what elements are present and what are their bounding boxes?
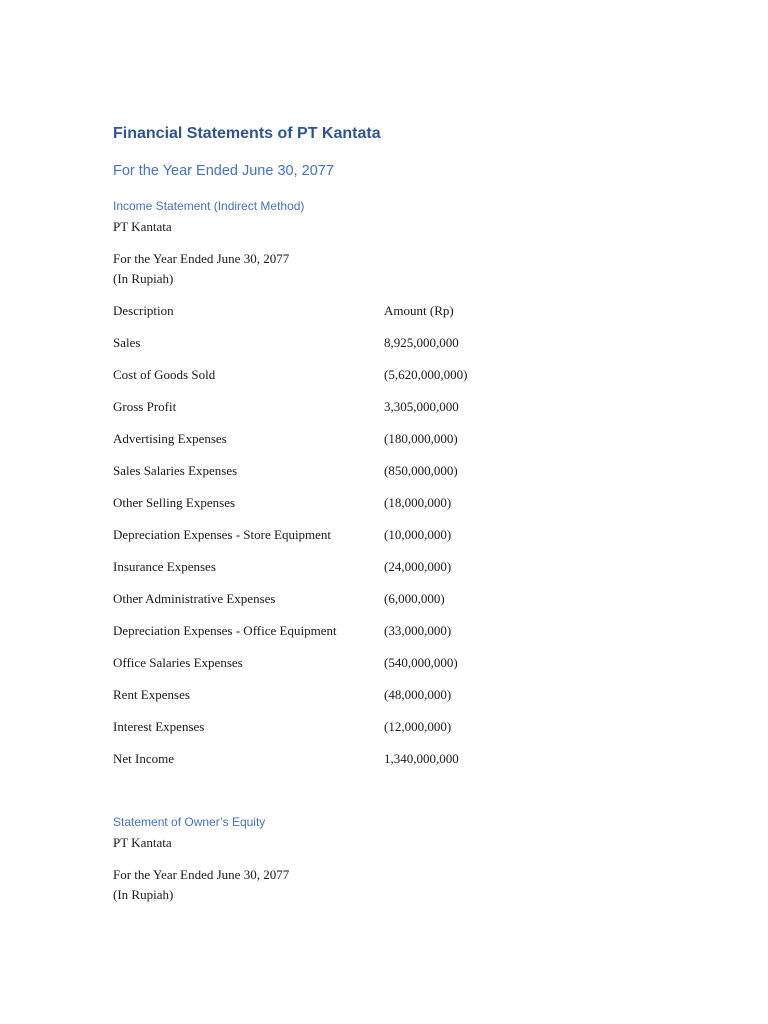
row-amount: 8,925,000,000	[384, 335, 459, 350]
table-row	[113, 525, 613, 557]
table-row	[113, 749, 613, 781]
owners-equity-company: PT Kantata	[113, 835, 172, 850]
row-description: Interest Expenses	[113, 719, 205, 734]
table-row	[113, 589, 613, 621]
row-amount: (12,000,000)	[384, 719, 452, 734]
row-amount: (540,000,000)	[384, 655, 458, 670]
row-amount: (850,000,000)	[384, 463, 458, 478]
row-amount: (33,000,000)	[384, 623, 452, 638]
document-title: Financial Statements of PT Kantata	[113, 125, 381, 142]
row-description: Sales	[113, 335, 141, 350]
income-statement-currency-note: (In Rupiah)	[113, 271, 174, 286]
owners-equity-period: For the Year Ended June 30, 2077	[113, 867, 290, 882]
row-amount: (5,620,000,000)	[384, 367, 468, 382]
income-statement-period: For the Year Ended June 30, 2077	[113, 251, 290, 266]
row-amount: (48,000,000)	[384, 687, 452, 702]
row-description: Insurance Expenses	[113, 559, 216, 574]
table-row	[113, 621, 613, 653]
row-description: Depreciation Expenses - Store Equipment	[113, 527, 332, 542]
row-amount: (18,000,000)	[384, 495, 452, 510]
table-row	[113, 397, 613, 429]
owners-equity-currency-note: (In Rupiah)	[113, 887, 174, 902]
table-row	[113, 685, 613, 717]
table-row	[113, 429, 613, 461]
row-description: Net Income	[113, 751, 175, 766]
table-row	[113, 653, 613, 685]
owners-equity-heading: Statement of Owner’s Equity	[113, 815, 266, 829]
row-amount: (24,000,000)	[384, 559, 452, 574]
row-description: Other Selling Expenses	[113, 495, 236, 510]
row-amount: 1,340,000,000	[384, 751, 459, 766]
table-row	[113, 557, 613, 589]
column-header-description: Description	[113, 303, 174, 318]
row-description: Advertising Expenses	[113, 431, 227, 446]
table-header-row	[113, 301, 613, 333]
document-subtitle: For the Year Ended June 30, 2077	[113, 163, 334, 179]
row-amount: (180,000,000)	[384, 431, 458, 446]
income-statement-company: PT Kantata	[113, 219, 172, 234]
row-description: Gross Profit	[113, 399, 177, 414]
row-description: Office Salaries Expenses	[113, 655, 243, 670]
row-description: Cost of Goods Sold	[113, 367, 216, 382]
column-header-amount: Amount (Rp)	[384, 303, 454, 318]
table-row	[113, 493, 613, 525]
row-amount: (6,000,000)	[384, 591, 445, 606]
row-amount: (10,000,000)	[384, 527, 452, 542]
row-description: Other Administrative Expenses	[113, 591, 276, 606]
row-description: Rent Expenses	[113, 687, 190, 702]
income-statement-table	[113, 301, 613, 781]
row-amount: 3,305,000,000	[384, 399, 459, 414]
table-row	[113, 717, 613, 749]
row-description: Depreciation Expenses - Office Equipment	[113, 623, 337, 638]
income-statement-heading: Income Statement (Indirect Method)	[113, 199, 305, 213]
row-description: Sales Salaries Expenses	[113, 463, 238, 478]
table-row	[113, 461, 613, 493]
table-row	[113, 365, 613, 397]
table-row	[113, 333, 613, 365]
